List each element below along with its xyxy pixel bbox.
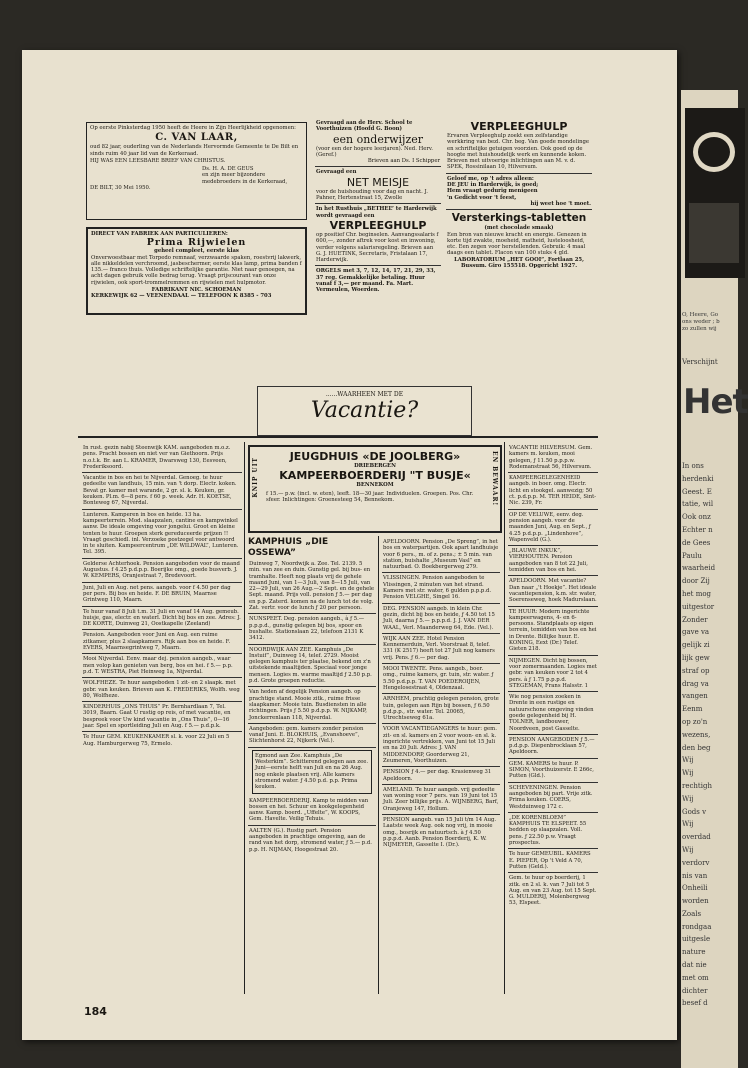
ad-nijkerk: Aangeboden: gem. kamers zonder pension vanaf Juni. E. BLOKHUIS, „Evanshoeve”, Slichtenhorst 22, Nijkerk (Vel.). [248, 724, 376, 748]
onderwijzer-title: een onderwijzer [332, 132, 424, 146]
ad-apeldoorn: APELDOORN. Pension „De Spreng”, in het bos en waterpartijen. Ook apart landhuisje voor 6 pers., m. of z. pens.; ± 5 min. van station, buishalte „Museum Vasl” en natuurbad. O. Boekbergerweg 279. [382, 537, 500, 573]
ad-steenwijk: In rust. gezin nabij Steenwijk KAM. aangeboden m.o.z. pens. Pracht bossen en niet ver van Giethoorn. Prijs n.o.t.k. Br. aan L. KRAMER, Dwarsweg 130, Eesveen, Frederiksoord. [82, 443, 242, 473]
edge-line: door Zij [682, 577, 710, 586]
edge-line: lijk gew [682, 653, 710, 662]
poem-ad [446, 174, 592, 210]
bike-ad-address: KERKEWIJK 62 — VEENENDAAL — TELEFOON K 8385 - 703 [91, 293, 272, 300]
edge-line: rondgaa [682, 922, 712, 931]
ad-hilversum: VACANTIE HILVERSUM. Gem. kamers m. keuken, mooi gelegen, ƒ 11.50 p.p.p.w. Rodemanstraat 56, Hilversum. [508, 443, 598, 473]
ad-twente: MOOI TWENTE. Pens. aangeb., boer. omg., ruime kamers, gr. tuin, str. water. ƒ 5.50 p.d.p.p. T. VAN POEDEROIJEN, Hengelosestraat 4, Oldenzaal. [382, 664, 500, 694]
bike-ad-firm: FABRIKANT NIC. SCHOEMAN [151, 287, 242, 294]
meisje-line-1: Gevraagd een [316, 169, 357, 176]
knip-uit-label: KNIP UIT [252, 457, 259, 498]
ad-ede: DEG. PENSION aangeb. in klein Chr. gezin, dicht bij bos en heide, ƒ 4.50 tot 15 Juli, daarna ƒ 5.— p.p.p.d. J. J. VAN DER WAAL, Verl. Maanderweg 64, Ede. (Vel.). [382, 604, 500, 634]
versterking-ad [446, 210, 592, 271]
edge-line: Echter n [682, 525, 713, 534]
vacantie-title: Vacantie? [310, 398, 419, 423]
adjacent-page-image [685, 108, 745, 278]
ad-mooi-nijverdal: Mooi Nijverdal. Eenv. maar dej. pension aangeb., waar men volop kan genieten van berg, bos en hei. f 5.— p.p. p.d. T. WESTRA, Piet Heinweg 1a, Nijverdal. [82, 654, 242, 678]
column-2 [248, 537, 376, 994]
ad-wijk-aan-zee: WIJK AAN ZEE. Hotel Pension Kennemerduin, Verl. Voorstraat 8, telef. 331 (K 2517) heeft tot 27 Juli nog kamers vrij. Pens. ƒ 6.— per dag. [382, 634, 500, 664]
obituary-signature: Ds. H. A. DE GEUS [202, 166, 254, 173]
obituary-name: C. VAN LAAR, [155, 132, 238, 144]
bewaar-label: EN BEWAAR! [491, 451, 498, 507]
bethel-title: VERPLEEGHULP [329, 218, 427, 232]
ad-nunspeet: NUNSPEET. Deg. pension aangeb., à ƒ 5.— p.p.p.d., gunstig gelegen bij bos, spoor en bushalte. Stationslaan 22, telefoon 2131 K 3412. [248, 614, 376, 644]
column-1 [82, 443, 242, 993]
ad-korenbloem: „DE KORENBLOEM” KAMPHUIS TE ELSPEET. 55 bedden op slaapzalen. Voll. pens. ƒ 22.50 p.w. Vraagt prospectus. [508, 813, 598, 849]
poem-line-3: Hem vraagt gedurig menigeen [447, 188, 538, 195]
verpleeghulp-ad [446, 118, 592, 174]
meisje-ad [315, 167, 441, 204]
ad-pension-maarn: Pension. Aangeboden voor Juni en Aug. een ruime zitkamer, plus 2 slaapkamers. Rijk aan bos en heide. F. EVERS, Maarnsegrintweg 7, Maarn. [82, 630, 242, 654]
obituary-signature-2: en zijn meer bijzondere medebroeders in de Kerkeraad, [202, 172, 288, 185]
edge-line: Wij [682, 756, 694, 765]
ad-putten: GEM. KAMERS te huur. P. SIMON, Voorthuizerstr. E 266c, Putten (Gld.). [508, 759, 598, 783]
ad-aalten: AALTEN (G.). Rustig part. Pension aangeboden in prachtige omgeving, aan de rand van het dorp, stromend water, ƒ 5.— p.d. p.p. H. NIJMAN, Hoogestraat 20. [249, 827, 372, 853]
orgels-ad: ORGELS met 3, 7, 12, 14, 17, 21, 29, 33, 37 reg. Gemakkelijke betaling. Huur vanaf f 3,— per maand. Fa. Mart. Vermeulen, Woerden. [316, 268, 436, 294]
edge-line: Wij [682, 845, 694, 854]
top-middle-column [315, 118, 441, 380]
edge-verschijnt: Verschijnt [682, 358, 718, 366]
edge-line: Ook onz [682, 513, 711, 522]
edge-line: Zoals [682, 909, 702, 918]
ad-veluwe: OP DE VELUWE, eenv. deg. pension aangeb. voor de maanden Juni, Aug. en Sept., ƒ 4.25 p.d.p.p. „Lindenhove”, Wapenveld (G.). [508, 510, 598, 546]
edge-line: In ons [682, 462, 704, 470]
onderwijzer-line-2: (voor een der hogere leerjaren). Ned. Herv. (Geref.) [316, 145, 433, 158]
ad-pension-aangeboden: PENSION AANGEBODEN ƒ 5.— p.d.p.p. Diepenbrocklaan 57, Apeldoorn. [508, 735, 598, 759]
edge-line: herdenki [682, 474, 714, 483]
page-number: 184 [84, 1005, 107, 1018]
edge-line: worden [682, 897, 709, 906]
bike-ad-head: DIRECT VAN FABRIEK AAN PARTICULIEREN: [91, 231, 228, 237]
ad-drente: Wie nog pension zoeken in Drente in een rustige en natuurschone omgeving vinden goede gelegenheid bij H. TOLNER, landbouwer, Noordveen, post Gasselte. [508, 692, 598, 735]
column-divider-1 [244, 442, 245, 994]
egmond-text: Egmond aan Zee. Kamphuis „De Westerkim”. Schitterend gelegen aan zee. Juni—eerste helft van Juli en na 26 Aug. nog enkele plaatsen vrij. Alle kamers stromend water. ƒ 4.50 p.d. p.p. Prima keuken. [255, 752, 369, 791]
ad-vlissingen: VLISSINGEN. Pension aangeboden te Vlissingen, 2 minuten van het strand. Kamers met str. water, 6 gulden p.p.p.d. Pension VELGHE, Singel 16. [382, 573, 500, 603]
busje-place: BENNEKOM [356, 482, 394, 489]
ad-uffelte: KAMPEERBOERDERIJ. Kamp te midden van bossen en hei. Schuur en kookgelegenheid aanw. Kamp. boerd. „Uffelte”, W. KOOPS, Gem. Havelte. Veilig Tehuis. [248, 796, 376, 826]
edge-line: met om [682, 973, 709, 982]
edge-line: nature [682, 948, 706, 957]
ad-pension-apeldoorn: PENSION ƒ 4.— per dag. Krasienweg 31 Apeldoorn. [382, 767, 500, 785]
onderwijzer-line-3: Brieven aan Ds. I Schipper [367, 158, 440, 165]
edge-top-line-3: zo zullen wij [682, 326, 717, 332]
edge-line: gave va [682, 628, 710, 637]
edge-line: nis van [682, 871, 708, 880]
column-4 [508, 443, 598, 993]
edge-top-line-1: O, Heere, Go [682, 312, 719, 318]
column-divider-3 [504, 442, 505, 994]
versterking-body: Een bron van nieuwe kracht en energie. Genezen in korte tijd zwakte, moeheid, matheid, lusteloosheid, etc. Een zegen voor herstellenden. Gebruik: 4 maal daags een tablet. Flacon van 100 stuks 4 gld. [447, 231, 587, 257]
ad-oostkapelle: Te huur vanaf 8 Juli t.m. 31 Juli en vanaf 14 Aug. gemeub. huisje, gas, electr. en waterl. Dicht bij bos en zee. Adres: J. DE KORTE, Duinweg 21, Oostkapelle (Zeeland) [82, 607, 242, 631]
ad-nijverdal: Vacantie in bos en hei te Nijverdal. Genoeg. te huur gedeelte van landhuis, 15 min. van 't dorp. Electr. koken. Bevat gr. kamer met warande, 2 gr. sl. k. Keuken, gr. keuken. Pl.m. 6—8 pers. f 60 p. week. Adr. H. KOETSE, Bonteweg 67, Nijverdal. [82, 473, 242, 509]
edge-line: Gods v [682, 807, 707, 816]
bethel-line-2: op positief Chr. beginselen. Aanvangssalaris f 600,—, zonder aftrek voor kost en inwoning, verder volgens salarisregeling. Brieven aan G. J. HUETINK, Secretaris, Fristalaan 17, Harderwijk. [316, 231, 439, 264]
onderwijzer-line-1: Gevraagd aan de Herv. School te Voorthuizen (Hoofd G. Boon) [316, 120, 413, 133]
edge-text-lines [682, 460, 742, 1010]
versterking-sub: (met chocolade smaak) [484, 225, 554, 232]
ad-elspeet: Gem. te huur op boerderij, 1 zitk. en 2 sl. k. van 7 Juli tot 5 Aug. en van 23 Aug. tot 15 Sept. G. MULDERIJ, Molenbergweg 53, Elspeet. [509, 875, 597, 907]
edge-line: Onheili [682, 884, 708, 893]
ad-ameland: AMELAND. Te huur aangeb. vrij gedeelte van woning voor 7 pers. van 19 Juni tot 15 Juli. Zeer billijke prijs. A. WIJNBERG, Barf, Oranjeweg 147, Hollum. [382, 785, 500, 815]
ad-kinderhuis: KINDERHUIS „ONS THUIS” Pr. Bernhardlaan 7, Tel. 3019, Baarn. Gaat U rustig op reis, of met vacantie, en bespreek voor Uw kind vacantie in „Ons Thuis”, 0—16 jaar. Spel en sportleiding Juli en Aug. f 5.— p.d.p.k. [82, 702, 242, 732]
edge-line: waarheid [682, 564, 716, 573]
edge-line: verdorv [682, 858, 710, 867]
column-3 [382, 537, 500, 994]
obituary-place: DE BILT, 30 Mei 1950. [90, 185, 151, 192]
edge-line: Paulu [682, 551, 702, 560]
top-right-column [446, 118, 592, 380]
edge-line: vangen [682, 692, 708, 701]
bike-ad-body: Onverwoestbaar met Torpedo remnaaf, verzwaarde spaken, roestvrij lakwerk, alle nikkeldelen verchroomd, jasbeschermer, eerste klas lamp, prima banden f 135.— franco thuis. Volledige schriftelijke garantie. Niet naar genoegen, na acht dagen gebruik volle bedrag terug. Vraagt prijscourant van onze rijwielen, ook sport-trommelremmen en rijwielen met hulpmotor. [91, 254, 302, 286]
joolberg-title: JEUGDHUIS «DE JOOLBERG» [289, 450, 461, 463]
meisje-title: NET MEISJE [346, 175, 410, 189]
vacantie-pre: ......WAARHEEN MET DE [325, 391, 404, 398]
ad-nijkamp: Van heden af degelijk Pension aangeb. op prachtige stand. Mooie zitk., ruime frisse slaapkamer. Mooie tuin. Busdiensten in alle richtingen. Prijs ƒ 5.50 p.d.p.p. W. NIJKAMP, Jonckerrenlaan 118, Nijverdal. [248, 687, 376, 723]
adjacent-page-edge [681, 90, 748, 1068]
joolberg-place: DRIEBERGEN [354, 463, 396, 469]
edge-line: uitgesle [682, 935, 711, 944]
ad-scheveningen: SCHEVENINGEN. Pension aangeboden bij part. Vrije zitk. Prima keuken. COERS, Westduinweg 172 c. [508, 783, 598, 813]
ad-wolfheze: WOLFHEZE. Te huur aangeboden 1 zit- en 2 slaapk. met gebr. van keuken. Brieven aan K. FREDERIKS, Wolfh. weg 80, Wolfheze. [82, 678, 242, 702]
edge-line: overdad [682, 833, 711, 842]
ad-ermelo: Te Huur GEM. KEUKENKAMER sl. k. voor 22 Juli en 5 Aug. Hamburgerweg 75, Ermelo. [83, 734, 230, 747]
ad-noordwijk: Duinweg 7, Noordwijk a. Zee. Tel. 2139. 5 min. van zee en duin. Gunstig gel. bij bus- en tramhalte. Heeft nog plaats vrij de gehele maand Juni, van 1—3 Juli, van 8—15 Juli, van 22—29 Juli, van 26 Aug.—2 Sept. en de gehele Sept. maand. Prijs voll. pension ƒ 5.— per dag en p.p. Zaterd. komen na de lunch tot de volg. Zat. vertr. voor de lunch ƒ 20 per persoon. [248, 559, 376, 614]
edge-line: uitgestor [682, 602, 715, 611]
edge-line: Wij [682, 820, 694, 829]
edge-line: Geest. E [682, 487, 712, 496]
bethel-ad [315, 204, 441, 266]
obituary-intro: Op eerste Pinksterdag 1950 heeft de Heere in Zijn Heerlijkheid opgenomen: [90, 125, 296, 131]
obituary-notice [86, 122, 307, 220]
joolberg-ad [248, 445, 502, 533]
ad-nijmegen: NIJMEGEN. Dicht bij bossen, voor zomermaanden. Logies met gebr. van keuken voor 2 tot 4 pers. à ƒ 1.75 p.p.p.d. STEGEMAN, Frans Halsstr. 1 [508, 656, 598, 692]
edge-line: wezens, [682, 730, 711, 739]
edge-line: besef d [682, 999, 708, 1008]
bicycle-ad [86, 227, 307, 315]
poem-line-4: 'n Gedicht voor 't feest, [447, 194, 517, 201]
edge-line: Eenm [682, 705, 703, 714]
ad-pieper: Te huur GEMEUBIL. KAMERS E. PIEPER, Op 't Veld A 70, Putten (Geld.). [508, 849, 598, 873]
poem-line-1: Geloof me, op 't adres alleen: [447, 175, 534, 182]
ad-vacantiegangers: VOOR VACANTIEGANGERS te huur: gem. zit- en sl. kamers en 2 voor woon- en sl. k. ingerichte vertrekken, van Juni tot 15 Juli en na 20 Juli. Adres: J. VAN MIDDENDORP, Goorderweg 21, Zeumeren, Voorthuizen. [382, 724, 500, 767]
edge-big-title: Het [683, 382, 748, 422]
ad-maarn: Juni, Juli en Aug. net pens. aangeb. voor f 4.50 per dag per pers. Bij bos en heide. F. DE BRUIN, Maarnse Grintweg 110, Maarn. [82, 583, 242, 607]
edge-line: tatie, wil [682, 500, 714, 509]
bike-ad-title: Prima Rijwielen [146, 237, 247, 249]
edge-line: rechtigh [682, 781, 712, 790]
ad-gasselte: PENSION aangeb. van 15 Juli t/m 14 Aug. Laatste week Aug. ook nog vrij, in mooie omg., bosrijk en natuurtsch. à ƒ 4.50 p.p.p.d. Aanb. Pension Boerderij, K. W. NIJMEYER, Gasselte I. (Dr.). [383, 816, 497, 849]
edge-line: Wij [682, 794, 694, 803]
edge-line: drag va [682, 679, 709, 688]
ad-kampeerwagens: TE HUUR: Modern ingerichte kampeerwagens, 4- en 6-persoons. Standplaats op eigen terrein, temidden van bos en hei in Drente. Billijke huur. E. KONING, Eext (Dr.) Telef. Gieten 218. [508, 607, 598, 656]
verpleeghulp-body: Ervaren Verpleeghulp zoekt een zelfstandige werkkring van bezl. Chr. beg. Van goede mondelinge en schriftelijke getuigen voorzien. Ook goed op de hoogte met huishoudelijk werk en kunnende koken. Brieven met uitvoerige inlichtingen aan M. v. d. SPEK, Rossinilaan 10, Hilversum. [447, 133, 590, 171]
bike-ad-sub: geheel compleet, eerste klas [154, 248, 239, 255]
edge-line: den beg [682, 743, 711, 752]
edge-line: straf op [682, 666, 710, 675]
verpleeghulp-title: VERPLEEGHULP [470, 120, 568, 133]
obituary-quote: HIJ WAS EEN LEESBARE BRIEF VAN CHRISTUS. [90, 157, 226, 164]
newspaper-page [22, 50, 677, 1040]
edge-line: Wij [682, 769, 694, 778]
ad-achterhoek: Gelderse Achterhoek. Pension aangeboden voor de maand Augustus. f 4.25 p.d.p.p. Boerijke omg., goede busverb. J. W. KEMPERS, Oranjestraat 7, Bredevoort. [82, 559, 242, 583]
ad-arnhem: ARNHEM, prachtig gelegen pension, grote tuin, gelegen aan Rijn bij bossen, ƒ 6.50 p.d.p.p., str. water. Tel. 20065, Utrechtseweg 61a. [382, 694, 500, 724]
ad-egmond [252, 750, 372, 794]
ossewa-title: KAMPHUIS „DIE OSSEWA” [248, 537, 329, 558]
poem-line-5: hij weet hoe 't moet. [530, 200, 591, 207]
vacantie-header [257, 386, 472, 436]
edge-line: het mog [682, 589, 712, 598]
meisje-line-2: voor de huishouding voor dag en nacht. J. Pahner, Hertenstraat 15, Zwolle [316, 188, 428, 202]
edge-line: op zo'n [682, 717, 708, 726]
bethel-line-1: In het Rusthuis „BETHEL” te Harderwijk wordt gevraagd een [316, 206, 437, 219]
poem-line-2: DE JEU in Harderwijk, is goed; [447, 182, 539, 189]
onderwijzer-ad [315, 118, 441, 167]
edge-line: dichter [682, 986, 708, 995]
ad-vierhouten: „BLAUWE INKUK”, VIERHOUTEN. Pension aangeboden van 8 tot 22 Juli, temidden van bos en hei. [508, 546, 598, 576]
ad-de-instuif: NOORDWIJK AAN ZEE. Kamphuis „De Instuif”, Duinweg 14, telef. 2729. Mooist gelegen kamphuis ter plaatse, bekend om z'n uitstekende maaltijden. Speciaal voor jonge mensen. Logies m. warme maaltijd ƒ 2.50 p.p. p.d. Grote groepen reductie. [248, 645, 376, 688]
ad-lunteren: Lunteren. Kamperen in bos en heide. 13 ha. kampeerterrein. Mod. slaapzalen, cantine en kampwinkel aanw. De ideale omgeving voor jongelui. Groot en kleine tenten te huur. Groepen sterk gereduceerde prijzen !! Vraagt geschiedl. inl. Verzoeke postzegel voor antwoord in te sluiten. Kampeercentrum „DE WILDWAL”, Lunteren. Tel. 395. [82, 510, 242, 559]
edge-line: dat nie [682, 961, 707, 970]
edge-line: gelijk zi [682, 641, 710, 650]
joolberg-body: f 15.— p.w. (incl. w. eten), leeft. 18—30 jaar. Individuelen. Groepen. Pos. Chr. sfeer. Inlichtingen: Groenesteeg 54, Bennekom. [266, 490, 474, 503]
versterking-title: Versterkings-tabletten [451, 212, 587, 225]
versterking-lab: LABORATORIUM „HET GOOI”, Fortlaan 25, Bussum. Giro 155518. Opgericht 1927. [454, 256, 584, 270]
ad-kampeergelegenheid: KAMPEERGELEGENHEID aangeb. in boer. omg. Electr. licht en stookgel. aanwezig; 50 ct. p.d.p.p. M. TER HEIDE, Sint-Nic. 239, Fr. [508, 473, 598, 509]
busje-title: KAMPEERBOERDERIJ "T BUSJE« [279, 469, 471, 483]
edge-line: de Gees [682, 538, 711, 547]
edge-top-line-2: ons weder ; b [682, 319, 720, 325]
column-divider-2 [378, 536, 379, 994]
ad-t-hoekje: APELDOORN. Met vacantie? Dan naar „'t Hoekje”. Het ideale vacantiepension, k.m. str. water, Soerenseweg, hoek Madurslaan. [508, 576, 598, 606]
obituary-body: oud 82 jaar, ouderling van de Nederlands Hervormde Gemeente te De Bilt en sinds ruim 40 jaar lid van de Kerkeraad. [90, 144, 299, 157]
edge-line: Zonder [682, 615, 708, 624]
